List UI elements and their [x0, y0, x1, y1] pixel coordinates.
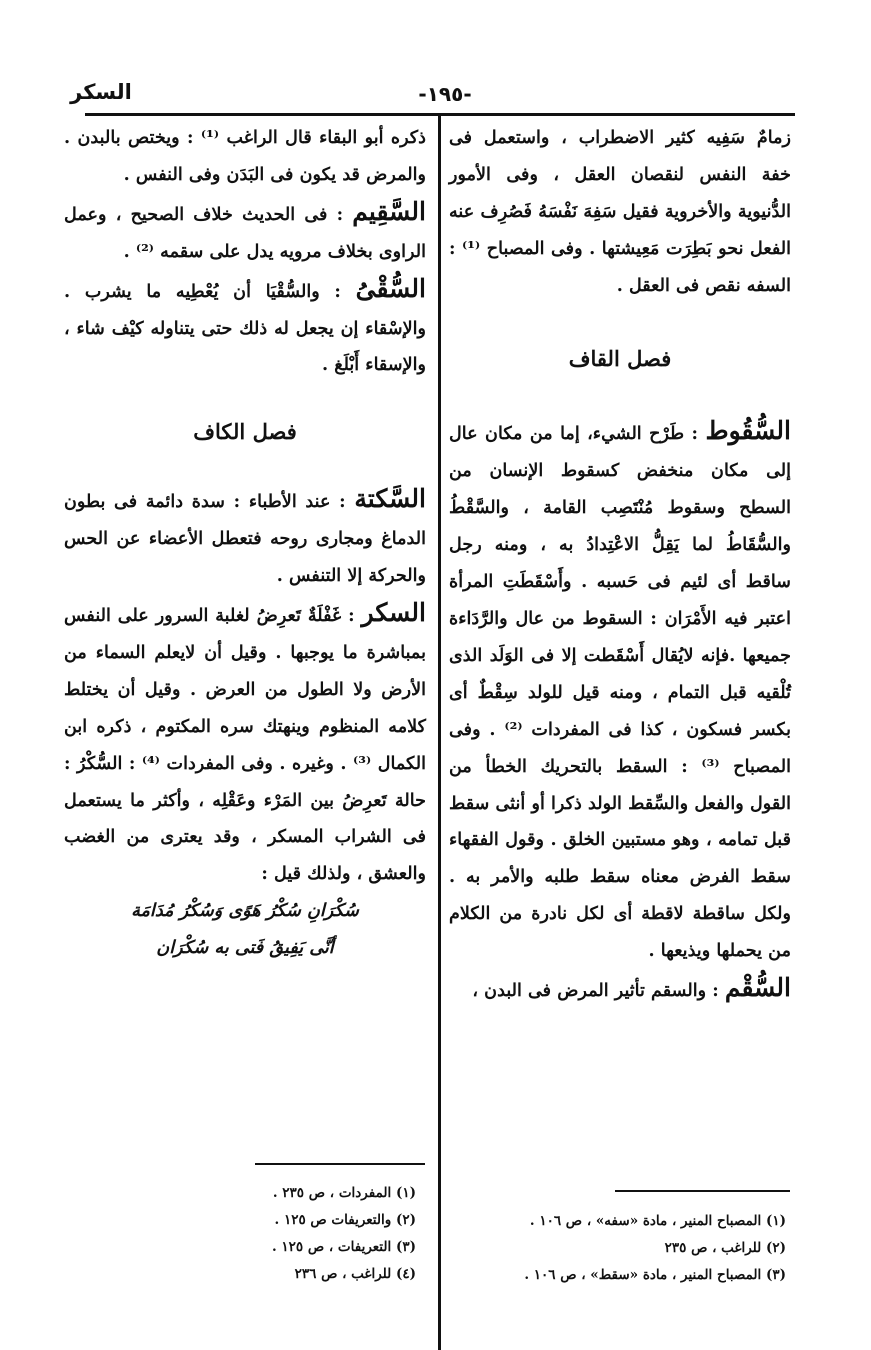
footnote: (١) المفردات ، ص ٢٣٥ . — [272, 1185, 416, 1201]
entry-text: : عند الأطباء : سدة دائمة فى بطون الدماغ ومجارى روحه فتعطل الأعضاء عن الحس والحركة إلا التنفس . — [64, 491, 426, 587]
footnote: (٢) والتعريفات ص ١٢٥ . — [274, 1212, 416, 1228]
section-heading-kaf: فصل الكاف — [193, 419, 297, 445]
entry-suqut — [449, 413, 791, 970]
entry-term: السُّقْىُ — [355, 273, 426, 303]
entry-text: : والسقم تأثير المرض فى البدن ، — [472, 980, 725, 1002]
entry-text: : غَفْلَةٌ تَعرِضُ لغلبة السرور على النفس بمباشرة ما يوجبها . وقيل أن لايعلم السماء من الأرض ولا الطول من العرض . وقيل أن يختلط كلامه المنظوم وينهتك سره المكتوم ، ذكره ابن الكمال ⁽³⁾ . وغيره . وفى المفردات ⁽⁴⁾ : السُّكْرُ : حالة تَعرِضُ بين المَرْء وعَقْلِه ، وأكثر ما يستعمل فى الشراب المسكر ، وقد يعترى من الغضب والعشق ، ولذلك قيل : — [64, 604, 426, 885]
entry-text: : والسُّقْيَا أن يُعْطِيه ما يشرب . والإسْقاء إن يجعل له ذلك حتى يتناوله كيْف شاء ، والإسقاء أَبْلَغ . — [64, 280, 426, 376]
entry-sukr — [64, 595, 426, 893]
footnote: (١) المصباح المنير ، مادة «سفه» ، ص ١٠٦ . — [529, 1213, 786, 1229]
verse-line-1: سُكْرَانِ سُكْرُ هَوًى وَسُكْرُ مُدَامَة — [131, 900, 359, 922]
entry-saqim — [64, 194, 426, 271]
entry-sakta — [64, 481, 426, 595]
entry-term: السُّقُوط — [705, 416, 791, 446]
footnote: (٣) المصباح المنير ، مادة «سقط» ، ص ١٠٦ . — [524, 1267, 786, 1283]
footnotes-left — [272, 1180, 416, 1288]
entry-text: : طَرْح الشيء، إما من مكان عال إلى مكان منخفض كسقوط الإنسان من السطح وسقوط مُنْتَصِب القامة ، والسَّقْطُ والسُّقَاطُ لما يَقِلُّ الاعْتِدادُ به ، ومنه رجل ساقط أى لئيم فى حَسبه . وأَسْقَطَتِ المرأة اعتبر فيه الأَمْرَان : السقوط من عال والرَّدَاءة جميعها .فإنه لايُقال أَسْقَطت إلا فى الوَلَد الذى تُلْقيه قبل التمام ، ومنه قيل للولد سِقْطٌ أى بكسر فسكون ، كذا فى المفردات ⁽²⁾ . وفى المصباح ⁽³⁾ : السقط بالتحريك الخطأ من القول والفعل والسِّقط الولد ذكرا أو أنثى سقط قبل تمامه ، وهو مستبين الخلق . وقول الفقهاء سقط الفرض معناه سقط طلبه والأمر به . ولكل ساقطة لاقطة أى لكل نادرة من الكلام من يحملها ويذيعها . — [449, 423, 791, 962]
section-heading-qaf: فصل القاف — [568, 345, 672, 371]
entry-text: : فى الحديث خلاف الصحيح ، وعمل الراوى بخلاف مرويه يدل على سقمه ⁽²⁾ . — [64, 203, 426, 262]
left-column — [64, 120, 426, 967]
entry-suqya — [64, 271, 426, 385]
entry-term: السَّكتة — [354, 484, 426, 514]
left-paragraph-1: ذكره أبو البقاء قال الراغب ⁽¹⁾ : ويختص بالبدن . والمرض قد يكون فى البَدَن وفى النفس . — [64, 127, 427, 185]
running-header-title: السكر — [70, 80, 132, 104]
footnote: (٢) للراغب ، ص ٢٣٥ — [664, 1240, 786, 1256]
page-number: -١٩٥- — [418, 82, 472, 106]
entry-term: السَّقِيم — [352, 196, 426, 226]
footnote: (٤) للراغب ، ص ٢٣٦ — [294, 1266, 416, 1282]
footnote: (٣) التعريفات ، ص ١٢٥ . — [271, 1239, 416, 1255]
entry-term: السُّقْم — [724, 973, 791, 1003]
footnotes-right — [524, 1208, 786, 1289]
right-column — [449, 120, 791, 1010]
column-divider — [438, 116, 441, 1350]
verse-line-2: أنَّى يَفِيقُ فَتى به سُكْرَان — [156, 937, 334, 959]
entry-suqm — [449, 970, 791, 1010]
right-paragraph-1: زمامٌ سَفِيه كثير الاضطراب ، واستعمل فى خفة النفس لنقصان العقل ، وفى الأمور الدُّنيوية والأخروية فقيل سَفِهَ نَفْسَهُ فَصُرِف عنه الفعل نحو بَطِرَت مَعِيشتها . وفى المصباح ⁽¹⁾ : السفه نقص فى العقل . — [449, 127, 791, 296]
entry-term: السكر — [361, 597, 426, 627]
footnote-rule-right — [615, 1190, 790, 1192]
footnote-rule-left — [255, 1163, 425, 1165]
